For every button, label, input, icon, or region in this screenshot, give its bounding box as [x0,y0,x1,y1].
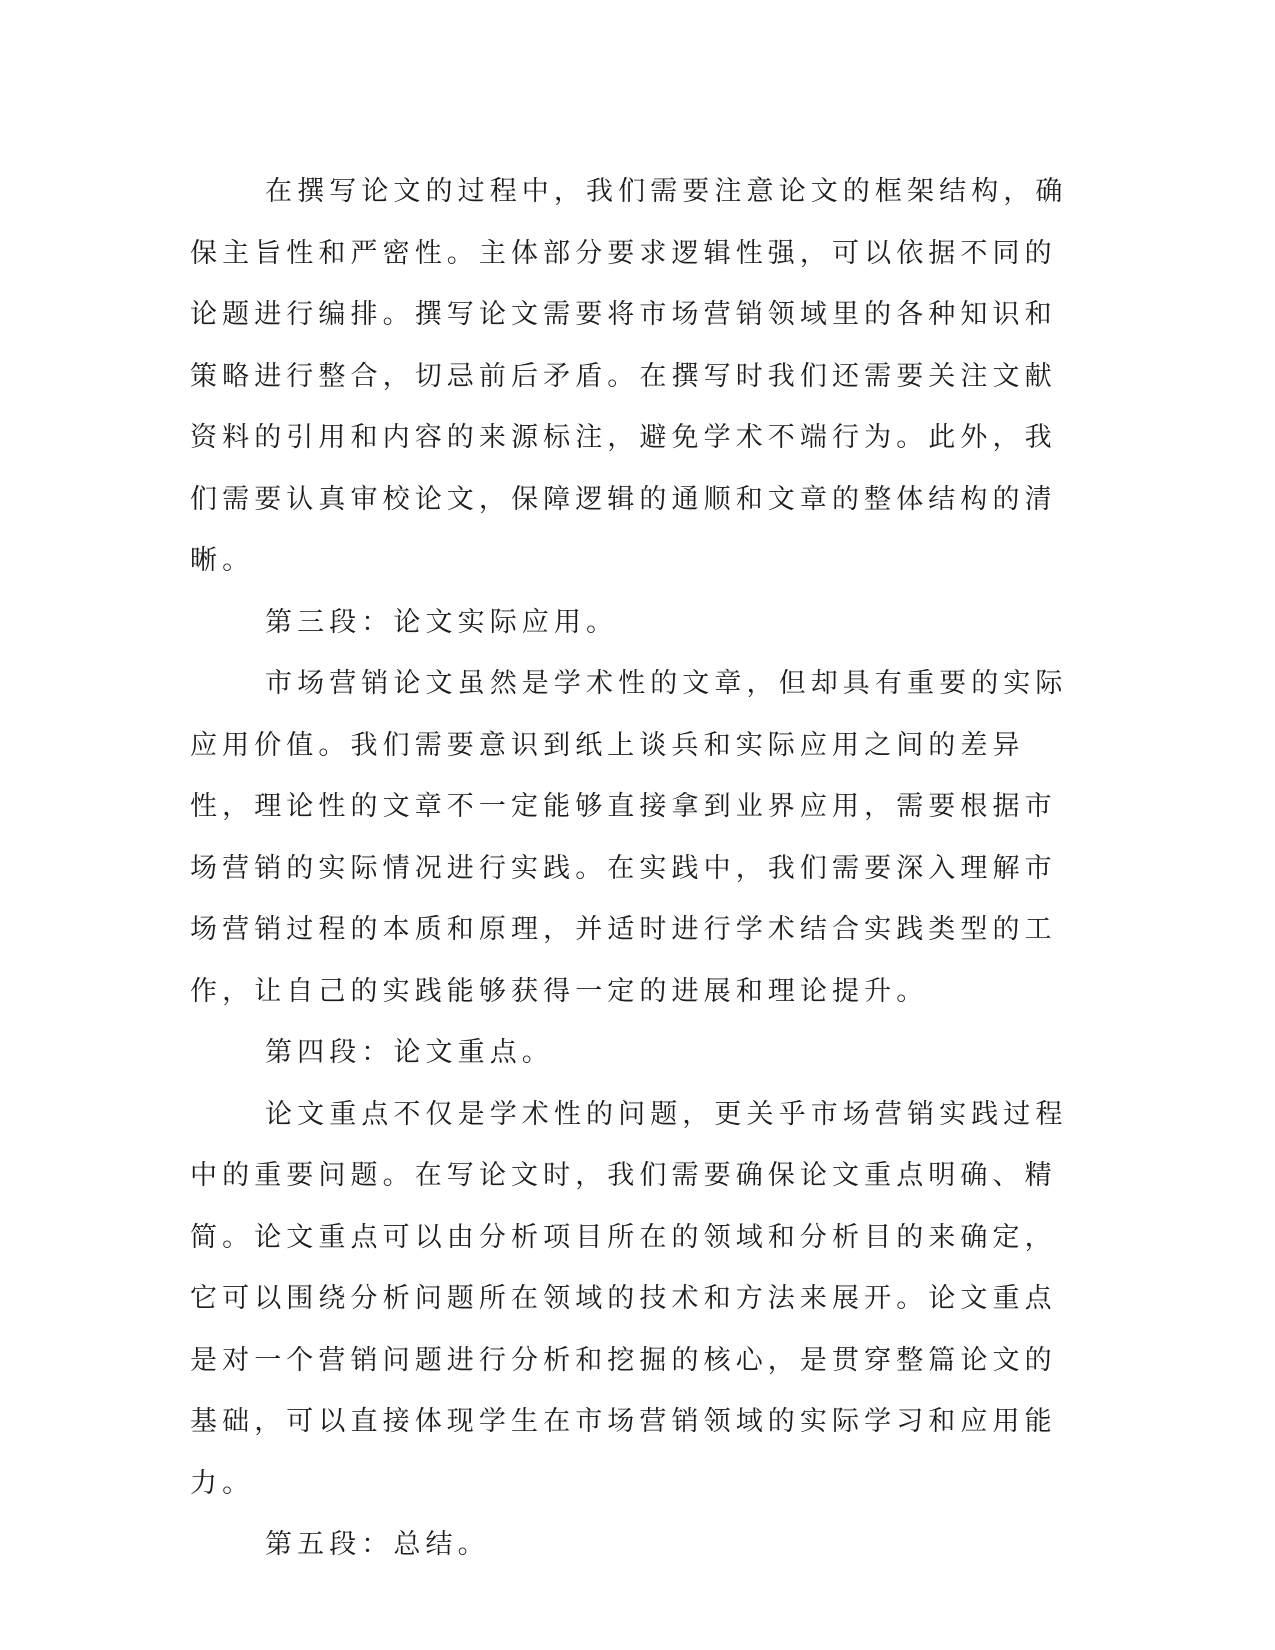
paragraph-framework: 在撰写论文的过程中，我们需要注意论文的框架结构，确保主旨性和严密性。主体部分要求逻辑性强，可以依据不同的论题进行编排。撰写论文需要将市场营销领域里的各种知识和策略进行整合，切忌前后矛盾。在撰写时我们还需要关注文献资料的引用和内容的来源标注，避免学术不端行为。此外，我们需要认真审校论文，保障逻辑的通顺和文章的整体结构的清晰。 [190,176,1068,576]
section-heading-4: 第四段：论文重点。 [265,1037,554,1068]
paragraph-application: 市场营销论文虽然是学术性的文章，但却具有重要的实际应用价值。我们需要意识到纸上谈兵和实际应用之间的差异性，理论性的文章不一定能够直接拿到业界应用，需要根据市场营销的实际情况进行实践。在实践中，我们需要深入理解市场营销过程的本质和原理，并适时进行学术结合实践类型的工作，让自己的实践能够获得一定的进展和理论提升。 [190,668,1068,1007]
section-heading-5: 第五段：总结。 [265,1529,490,1560]
paragraph-focus: 论文重点不仅是学术性的问题，更关乎市场营销实践过程中的重要问题。在写论文时，我们需要确保论文重点明确、精简。论文重点可以由分析项目所在的领域和分析目的来确定，它可以围绕分析问题所在领域的技术和方法来展开。论文重点是对一个营销问题进行分析和挖掘的核心，是贯穿整篇论文的基础，可以直接体现学生在市场营销领域的实际学习和应用能力。 [190,1098,1068,1499]
document-body [190,161,1080,1576]
section-heading-3: 第三段：论文实际应用。 [265,606,619,638]
